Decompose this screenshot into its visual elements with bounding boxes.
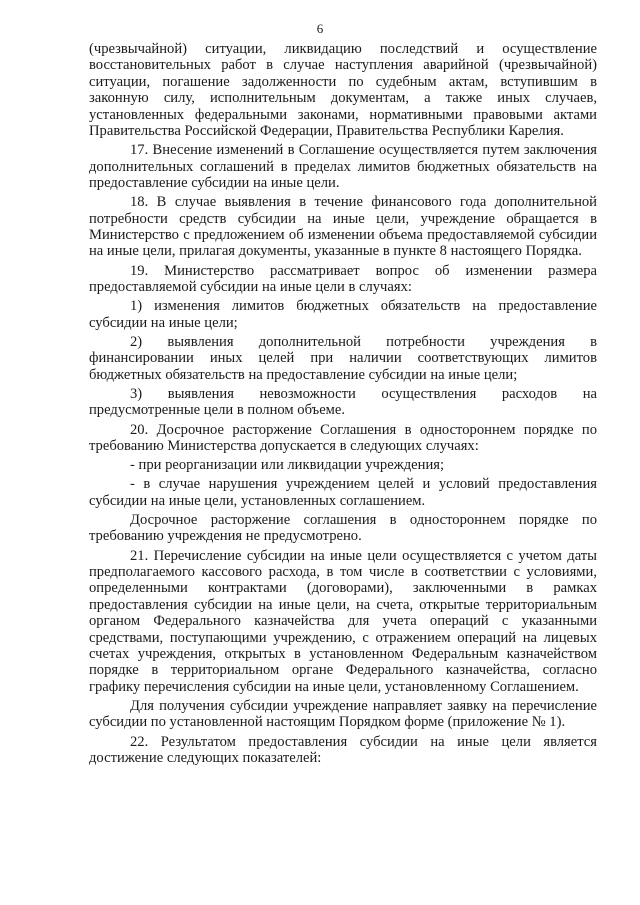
paragraph-20-note: Досрочное расторжение соглашения в одностороннем порядке по требованию учреждения не предусмотрено. — [89, 511, 597, 545]
paragraph-19-item-3: 3) выявления невозможности осуществления расходов на предусмотренные цели в полном объеме. — [89, 385, 597, 419]
paragraph-19-item-2: 2) выявления дополнительной потребности учреждения в финансировании иных целей при наличии соответствующих лимитов бюджетных обязательств на предоставление субсидии на иные цели; — [89, 333, 597, 383]
document-body — [89, 41, 597, 769]
paragraph-22: 22. Результатом предоставления субсидии на иные цели является достижение следующих показателей: — [89, 733, 597, 767]
paragraph-19: 19. Министерство рассматривает вопрос об изменении размера предоставляемой субсидии на иные цели в случаях: — [89, 262, 597, 296]
paragraph-20-item-1: - при реорганизации или ликвидации учреждения; — [130, 457, 445, 474]
paragraph-17: 17. Внесение изменений в Соглашение осуществляется путем заключения дополнительных соглашений в пределах лимитов бюджетных обязательств на предоставление субсидии на иные цели. — [89, 142, 597, 192]
page-number: 6 — [316, 21, 324, 36]
paragraph-20-item-2: - в случае нарушения учреждением целей и условий предоставления субсидии на иные цели, установленных соглашением. — [89, 476, 597, 509]
paragraph-continuation: (чрезвычайной) ситуации, ликвидацию последствий и осуществление восстановительных работ в случае наступления аварийной (чрезвычайной) ситуации, погашение задолженности по судебным актам, вступившим в законную силу, исполнительным документам, а также иных случаев, установленных федеральными законами, нормативными правовыми актами Правительства Российской Федерации, Правительства Республики Карелия. — [89, 41, 597, 140]
paragraph-19-item-1: 1) изменения лимитов бюджетных обязательств на предоставление субсидии на иные цели; — [89, 298, 597, 331]
paragraph-21: 21. Перечисление субсидии на иные цели осуществляется с учетом даты предполагаемого кассового расхода, в том числе в соответствии с условиями, определенными контрактами (договорами), заключенными в рамках предоставления субсидии на иные цели, на счета, открытые территориальным органом Федерального казначейства для учета операций с указанными средствами, поступающими учреждению, с отражением операций на лицевых счетах учреждения, открытых в установленном Федеральным казначейством порядке в территориальном органе Федерального казначейства, согласно графику перечисления субсидии на иные цели, установленному Соглашением. — [89, 547, 597, 695]
paragraph-20: 20. Досрочное расторжение Соглашения в одностороннем порядке по требованию Министерства допускается в следующих случаях: — [89, 421, 597, 454]
paragraph-21-note: Для получения субсидии учреждение направляет заявку на перечисление субсидии по установленной настоящим Порядком форме (приложение № 1). — [89, 698, 597, 731]
paragraph-18: 18. В случае выявления в течение финансового года дополнительной потребности средств субсидии на иные цели, учреждение обращается в Министерство с предложением об изменении объема предоставляемой субсидии на иные цели, прилагая документы, указанные в пункте 8 настоящего Порядка. — [89, 194, 597, 260]
